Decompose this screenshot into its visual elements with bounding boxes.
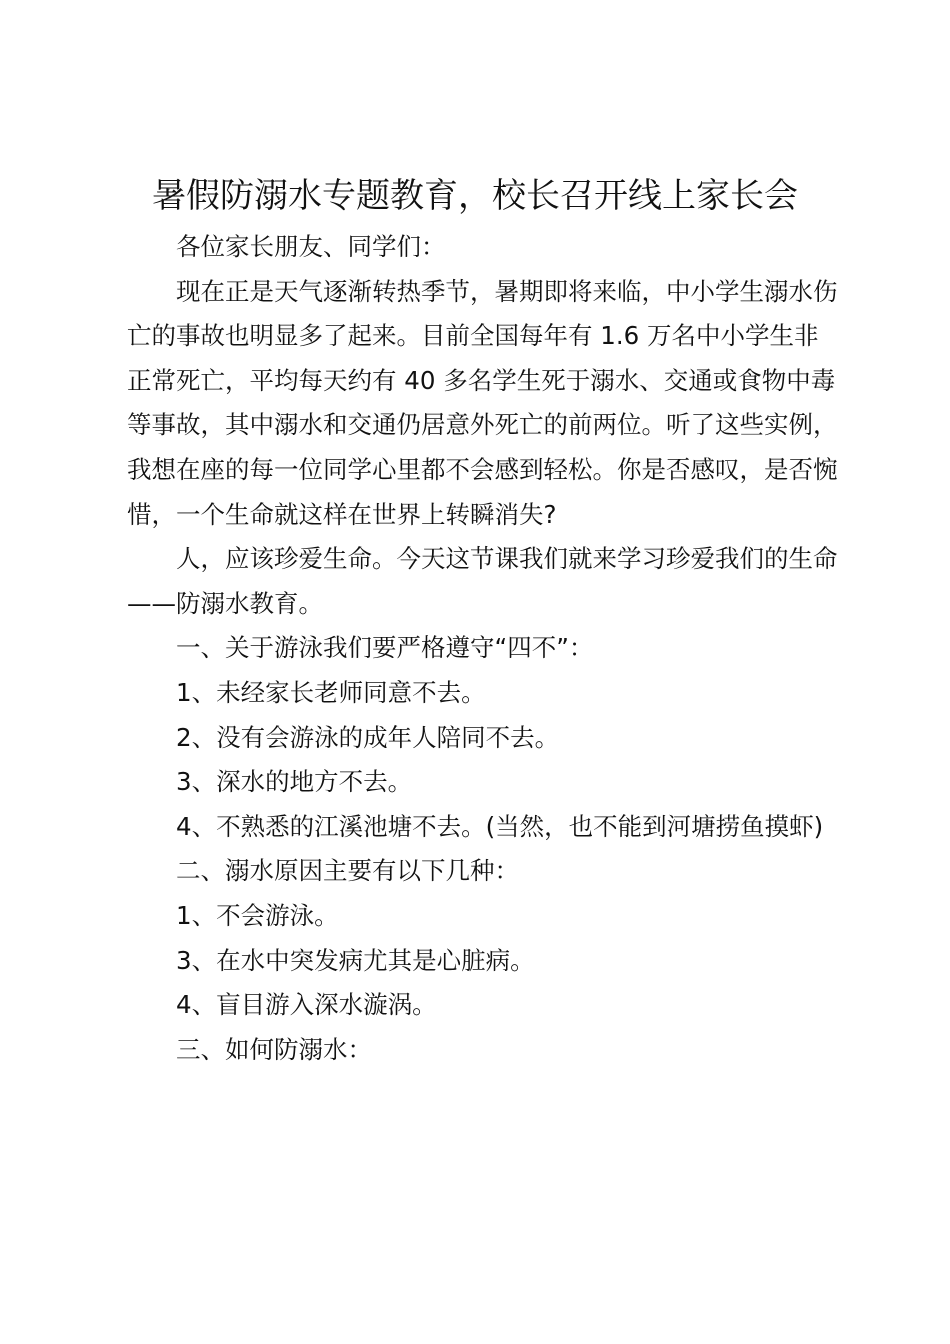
- document-title: 暑假防溺水专题教育，校长召开线上家长会: [152, 176, 798, 216]
- rule-item-3: 3、深水的地方不去。: [176, 767, 413, 797]
- intro-paragraph: 现在正是天气逐渐转热季节，暑期即将来临，中小学生溺水伤亡的事故也明显多了起来。目前全国每年有 1.6 万名中小学生非正常死亡，平均每天约有 40 多名学生死于溺水、交通或食物中毒等事故，其中溺水和交通仍居意外死亡的前两位。听了这些实例，我想在座的每一位同学心里都不会感到轻松。你是否感叹，是否惋惜，一个生命就这样在世界上转瞬消失?: [127, 276, 838, 529]
- section-heading-causes: 二、溺水原因主要有以下几种：: [176, 856, 519, 886]
- rule-item-4: 4、不熟悉的江溪池塘不去。(当然，也不能到河塘捞鱼摸虾): [176, 811, 824, 841]
- cause-item-3: 3、在水中突发病尤其是心脏病。: [176, 945, 535, 975]
- cause-item-4: 4、盲目游入深水漩涡。: [176, 990, 437, 1020]
- rule-item-2: 2、没有会游泳的成年人陪同不去。: [176, 722, 560, 752]
- cherish-life-paragraph: 人，应该珍爱生命。今天这节课我们就来学习珍爱我们的生命——防溺水教育。: [127, 544, 838, 618]
- section-heading-prevention: 三、如何防溺水：: [176, 1034, 372, 1064]
- rule-item-1: 1、未经家长老师同意不去。: [176, 677, 486, 707]
- greeting-paragraph: 各位家长朋友、同学们：: [176, 232, 446, 261]
- cause-item-1: 1、不会游泳。: [176, 900, 339, 930]
- section-heading-four-nos: 一、关于游泳我们要严格遵守“四不”：: [176, 633, 594, 663]
- document-body: [127, 225, 839, 1072]
